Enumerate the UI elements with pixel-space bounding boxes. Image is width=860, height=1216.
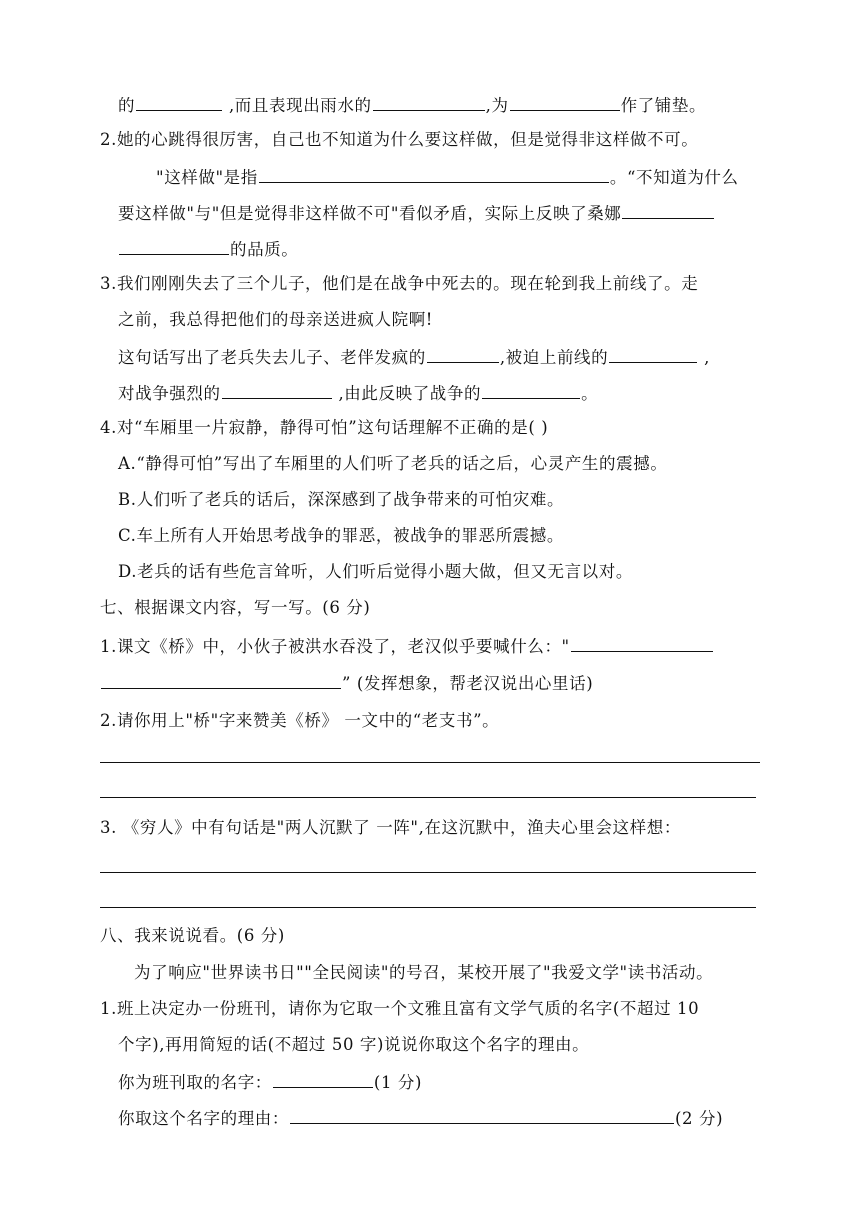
answer-blank[interactable] xyxy=(222,380,332,399)
answer-line[interactable] xyxy=(100,907,756,908)
answer-blank[interactable] xyxy=(273,1069,373,1088)
q6-3-line4 xyxy=(118,380,598,406)
text: 作了铺垫。 xyxy=(620,96,707,115)
q6-4-option-a[interactable]: A.“静得可怕”写出了车厢里的人们听了老兵的话之后，心灵产生的震撼。 xyxy=(118,454,668,473)
section-7-title: 七、根据课文内容，写一写。(6 分) xyxy=(100,598,371,617)
answer-blank[interactable] xyxy=(510,92,620,111)
q6-1-line xyxy=(118,92,706,118)
s7-q2-stem: 2.请你用上"桥"字来赞美《桥》 一文中的“老支书”。 xyxy=(100,711,500,730)
text: ,被迫上前线的 xyxy=(499,348,609,367)
answer-blank[interactable] xyxy=(609,344,697,363)
answer-blank[interactable] xyxy=(136,92,222,111)
text: 1.课文《桥》中，小伙子被洪水吞没了，老汉似乎要喊什么：" xyxy=(100,637,570,656)
text: 的 xyxy=(118,96,136,115)
text: ,由此反映了战争的 xyxy=(332,384,482,403)
q6-3-line3 xyxy=(118,344,710,370)
q6-2-line4 xyxy=(118,236,298,262)
answer-blank[interactable] xyxy=(290,1105,674,1124)
q6-4-stem: 4.对“车厢里一片寂静，静得可怕”这句话理解不正确的是( ) xyxy=(100,418,549,437)
text: 。“不知道为什么 xyxy=(609,168,739,187)
answer-blank[interactable] xyxy=(622,200,714,219)
text: 要这样做"与"但是觉得非这样做不可"看似矛盾，实际上反映了桑娜 xyxy=(118,204,622,223)
text: ,而且表现出雨水的 xyxy=(223,96,372,115)
q6-2-line3 xyxy=(118,200,715,226)
answer-line[interactable] xyxy=(100,762,760,763)
s8-intro: 为了响应"世界读书日""全民阅读"的号召，某校开展了"我爱文学"读书活动。 xyxy=(134,963,714,982)
answer-line[interactable] xyxy=(100,872,756,873)
s8-reason-line xyxy=(118,1105,723,1131)
q6-2-line2 xyxy=(156,164,739,190)
answer-blank[interactable] xyxy=(259,164,609,183)
text: 你取这个名字的理由： xyxy=(118,1109,289,1128)
text: 你为班刊取的名字： xyxy=(118,1073,272,1092)
text: 这句话写出了老兵失去儿子、老伴发疯的 xyxy=(118,348,426,367)
answer-blank[interactable] xyxy=(119,236,229,255)
answer-blank[interactable] xyxy=(373,92,485,111)
answer-blank[interactable] xyxy=(571,633,713,652)
s8-q1-line2: 个字),再用简短的话(不超过 50 字)说说你取这个名字的理由。 xyxy=(118,1035,590,1054)
s8-name-line xyxy=(118,1069,422,1095)
q6-4-option-c[interactable]: C.车上所有人开始思考战争的罪恶，被战争的罪恶所震撼。 xyxy=(118,526,564,545)
q6-2-stem: 2.她的心跳得很厉害，自己也不知道为什么要这样做，但是觉得非这样做不可。 xyxy=(100,130,699,149)
text: 的品质。 xyxy=(230,240,299,259)
section-8-title: 八、我来说说看。(6 分) xyxy=(100,926,285,945)
answer-blank[interactable] xyxy=(482,380,580,399)
q6-4-option-d[interactable]: D.老兵的话有些危言耸听，人们听后觉得小题大做，但又无言以对。 xyxy=(118,562,633,581)
s7-q1-line1 xyxy=(100,633,714,659)
score: (1 分) xyxy=(373,1073,423,1092)
text: "这样做"是指 xyxy=(156,168,258,187)
score: (2 分) xyxy=(675,1109,724,1128)
text: ” (发挥想象，帮老汉说出心里话) xyxy=(342,674,594,693)
s7-q3-stem: 3. 《穷人》中有句话是"两人沉默了 一阵",在这沉默中，渔夫心里会这样想： xyxy=(100,818,681,837)
q6-4-option-b[interactable]: B.人们听了老兵的话后，深深感到了战争带来的可怕灾难。 xyxy=(118,490,565,509)
q6-3-stem2: 之前，我总得把他们的母亲送进疯人院啊! xyxy=(118,310,434,329)
text: 。 xyxy=(581,384,599,403)
text: , xyxy=(698,348,710,367)
s8-q1-line1: 1.班上决定办一份班刊，请你为它取一个文雅且富有文学气质的名字(不超过 10 xyxy=(100,999,700,1018)
text: ,为 xyxy=(485,96,509,115)
answer-blank[interactable] xyxy=(101,670,341,689)
answer-line[interactable] xyxy=(100,797,756,798)
text: 对战争强烈的 xyxy=(118,384,221,403)
s7-q1-line2 xyxy=(100,670,593,696)
q6-3-stem1: 3.我们刚刚失去了三个儿子，他们是在战争中死去的。现在轮到我上前线了。走 xyxy=(100,274,699,293)
answer-blank[interactable] xyxy=(427,344,499,363)
